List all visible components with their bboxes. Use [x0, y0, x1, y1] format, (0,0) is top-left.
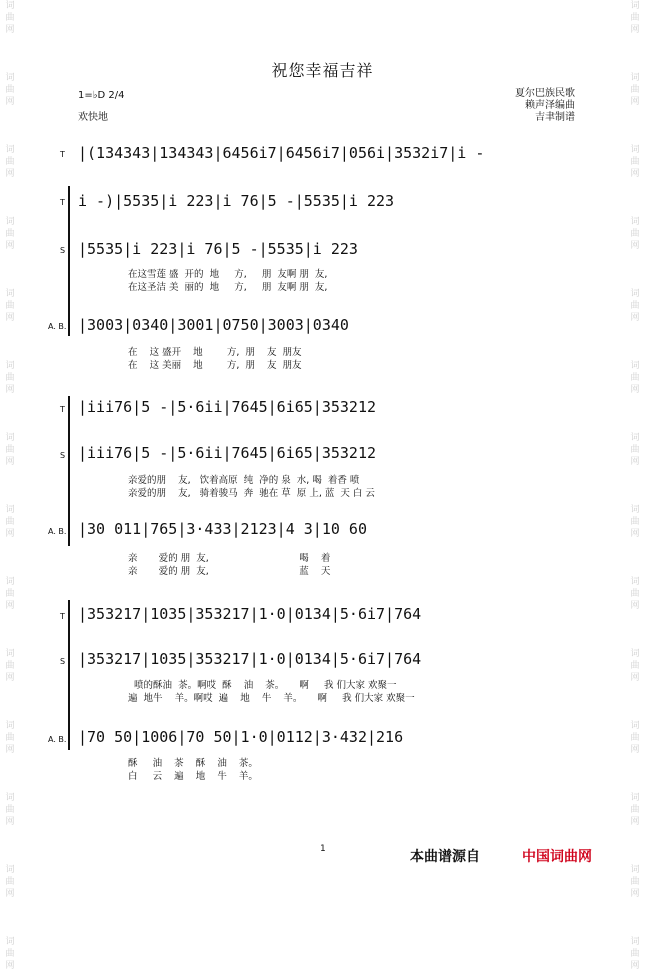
credit-origin: 夏尔巴族民歌 [515, 88, 575, 99]
tempo-marking: 欢快地 [78, 112, 108, 123]
system1-t-label: T [60, 198, 65, 207]
system2-t-notes: |iii76|5 -|5·6ii|7645|6i65|353212 [78, 398, 377, 416]
credit-arranger: 赖声泽编曲 [525, 100, 575, 111]
intro-notes: |(134343|134343|6456i7|6456i7|056i|3532i7|i - [78, 144, 485, 162]
system2-ab-label: A. B. [48, 527, 67, 536]
system1-ab-lyric1: 在 这 盛开 地 方, 朋 友 朋友 [128, 347, 302, 358]
system3-brace [68, 600, 76, 750]
system2-ab-lyric1: 亲 爱的 朋 友, 喝 着 [128, 553, 331, 564]
system2-ab-lyric2: 亲 爱的 朋 友, 蓝 天 [128, 566, 331, 577]
system3-s-lyric2: 遍 地牛 羊。啊哎 遍 地 牛 羊。 啊 我 们大家 欢聚一 [128, 693, 415, 704]
system2-brace [68, 396, 76, 546]
system3-s-label: S [60, 657, 66, 666]
system3-t-notes: |353217|1035|353217|1·0|0134|5·6i7|764 [78, 605, 422, 623]
system2-s-lyric1: 亲爱的朋 友, 饮着高原 纯 净的 泉 水, 喝 着香 喷 [128, 475, 360, 486]
watermark-right: 词 曲 网 词 曲 网 词 曲 网 词 曲 网 词 曲 网 词 曲 网 词 曲 网 词 曲 网 词 曲 网 词 曲 网 词 曲 网 词 曲 网 词 曲 网 词 曲 网 [630, 1, 640, 971]
system1-ab-notes: |3003|0340|3001|0750|3003|0340 [78, 316, 349, 334]
system3-t-label: T [60, 612, 65, 621]
page-number: 1 [320, 844, 326, 854]
system1-t-notes: i -)|5535|i 223|i 76|5 -|5535|i 223 [78, 192, 395, 210]
system1-s-notes: |5535|i 223|i 76|5 -|5535|i 223 [78, 240, 358, 258]
system2-ab-notes: |30 011|765|3·433|2123|4 3|10 60 [78, 520, 367, 538]
system1-s-lyric1: 在这雪莲 盛 开的 地 方, 朋 友啊 朋 友, [128, 269, 328, 280]
system1-ab-lyric2: 在 这 美丽 地 方, 朋 友 朋友 [128, 360, 302, 371]
system3-ab-lyric2: 白 云 遍 地 牛 羊。 [128, 771, 258, 782]
page-title: 祝您幸福吉祥 [271, 61, 374, 80]
system1-s-lyric2: 在这圣洁 美 丽的 地 方, 朋 友啊 朋 友, [128, 282, 328, 293]
system3-s-notes: |353217|1035|353217|1·0|0134|5·6i7|764 [78, 650, 422, 668]
system1-ab-label: A. B. [48, 322, 67, 331]
system1-brace [68, 186, 76, 336]
intro-part-label: T [60, 150, 65, 159]
system3-ab-label: A. B. [48, 735, 67, 744]
system3-ab-notes: |70 50|1006|70 50|1·0|0112|3·432|216 [78, 728, 404, 746]
system2-s-label: S [60, 451, 66, 460]
system2-s-lyric2: 亲爱的朋 友, 骑着骏马 奔 驰在 草 原 上, 蓝 天 白 云 [128, 488, 375, 499]
system1-s-label: S [60, 246, 66, 255]
credit-notation: 吉聿制谱 [535, 112, 575, 123]
footer-source-text: 本曲谱源自 [410, 849, 480, 865]
watermark-left: 词 曲 网 词 曲 网 词 曲 网 词 曲 网 词 曲 网 词 曲 网 词 曲 网 词 曲 网 词 曲 网 词 曲 网 词 曲 网 词 曲 网 词 曲 网 词 曲 网 [5, 1, 15, 971]
system2-s-notes: |iii76|5 -|5·6ii|7645|6i65|353212 [78, 444, 377, 462]
system2-t-label: T [60, 405, 65, 414]
key-signature: 1=♭D 2/4 [78, 90, 125, 101]
system3-ab-lyric1: 酥 油 茶 酥 油 茶。 [128, 758, 258, 769]
system3-s-lyric1: 喷的酥油 茶。啊哎 酥 油 茶。 啊 我 们大家 欢聚一 [128, 680, 397, 691]
footer-brand-link[interactable]: 中国词曲网 [522, 849, 592, 865]
